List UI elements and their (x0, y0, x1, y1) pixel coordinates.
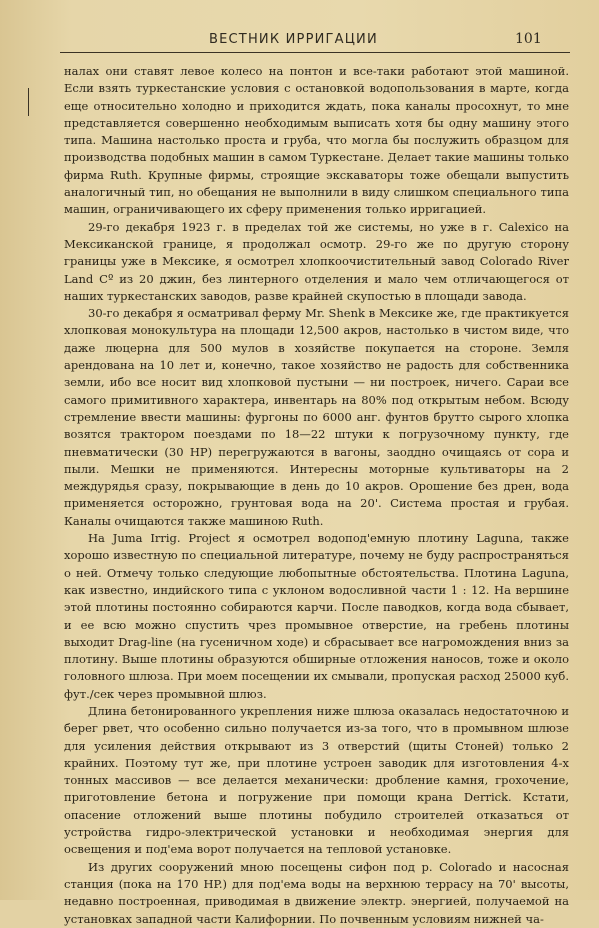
journal-title: ВЕСТНИК ИРРИГАЦИИ (209, 32, 378, 47)
running-header (0, 22, 599, 56)
page-number: 101 (515, 31, 542, 47)
body-text (64, 63, 569, 928)
margin-mark (28, 88, 29, 116)
header-rule (60, 52, 570, 53)
paragraph: Длина бетонированного укрепления ниже шлюза оказалась недостаточною и берег рвет, что особенно сильно получается из-за того, что в промывном шлюзе для усиления действия открывают из 3 отверстий (щиты Стоней) только 2 крайних. Поэтому тут же, при плотине устроен заводик для изготовления 4-х тонных массивов — все делается механически: дробление камня, грохочение, приготовление бетона и погружение при помощи крана Derrick. Кстати, опасение отложений выше плотины побудило строителей отказаться от устройства гидро-электрической установки и необходимая энергия для освещения и под'ема ворот получается на тепловой установке. (64, 703, 569, 857)
paragraph: Из других сооружений мною посещены сифон под р. Colorado и насосная станция (пока на 170 HP.) для под'ема воды на верхнюю террасу на 70' высоты, недавно построенная, приводимая в движение электр. энергией, получаемой на установках западной части Калифорнии. По почвенным условиям нижней ча- (64, 859, 569, 926)
paragraph: На Juma Irrig. Project я осмотрел водопод'емную плотину Laguna, также хорошо известную по специальной литературе, почему не буду распространяться о ней. Отмечу только следующие любопытные обстоятельства. Плотина Laguna, как известно, индийского типа с уклоном водосливной части 1 : 12. На вершине этой плотины постоянно собираются карчи. После паводков, когда вода сбывает, и ее всю можно спустить чрез промывное отверстие, на гребень плотины выходит Drag-line (на гусеничном ходе) и сбрасывает все нагромождения вниз за плотину. Выше плотины образуются обширные отложения наносов, тоже и около головного шлюза. При моем посещении их смывали, пропуская расход 25000 куб. фут./сек через промывной шлюз. (64, 531, 569, 701)
paragraph: налах они ставят левое колесо на понтон и все-таки работают этой машиной. Если взять туркестанские условия с остановкой водопользования в марте, когда еще относительно холодно и приходится ждать, пока каналы просохнут, то мне представляется совершенно необходимым выписать хотя бы одну машину этого типа. Машина настолько проста и груба, что могла бы послужить образцом для производства подобных машин в самом Туркестане. Делает такие машины только фирма Ruth. Крупные фирмы, строящие экскаваторы тоже обещали выпустить аналогичный тип, но обещания не выполнили в виду слишком специального типа машин, ограничивающего их сферу применения только ирригацией. (64, 64, 569, 217)
paragraph: 29-го декабря 1923 г. в пределах той же системы, но уже в г. Calexico на Мексиканской границе, я продолжал осмотр. 29-го же по другую сторону границы уже в Мексике, я осмотрел хлопкоочистительный завод Colorado River Land Cº из 20 джин, без линтерного отделения и мало чем отличающегося от наших туркестанских заводов, разве крайней скупостью в площади завода. (64, 219, 569, 303)
paragraph: 30-го декабря я осматривал ферму Mr. Shenk в Мексике же, где практикуется хлопковая монокультура на площади 12,500 акров, настолько в чистом виде, что даже люцерна для 500 мулов в хозяйстве покупается на стороне. Земля арендована на 10 лет и, конечно, такое хозяйство не радость для собственника земли, ибо все носит вид хлопковой пустыни — ни построек, ничего. Сараи все самого примитивного характера, инвентарь на 80% под открытым небом. Всюду стремление ввести машины: фургоны по 6000 анг. фунтов брутто сырого хлопка возятся трактором поездами по 18—22 штуки к погрузочному пункту, где пневматически (30 HP) перегружаются в вагоны, заоддно очищаясь от сора и пыли. Мешки не применяются. Интересны моторные культиваторы на 2 междурядья сразу, покрывающие в день до 10 акров. Орошение без дрен, вода применяется осторожно, грунтовая вода на 20'. Система простая и грубая. Каналы очищаются также машиною Ruth. (64, 306, 569, 528)
